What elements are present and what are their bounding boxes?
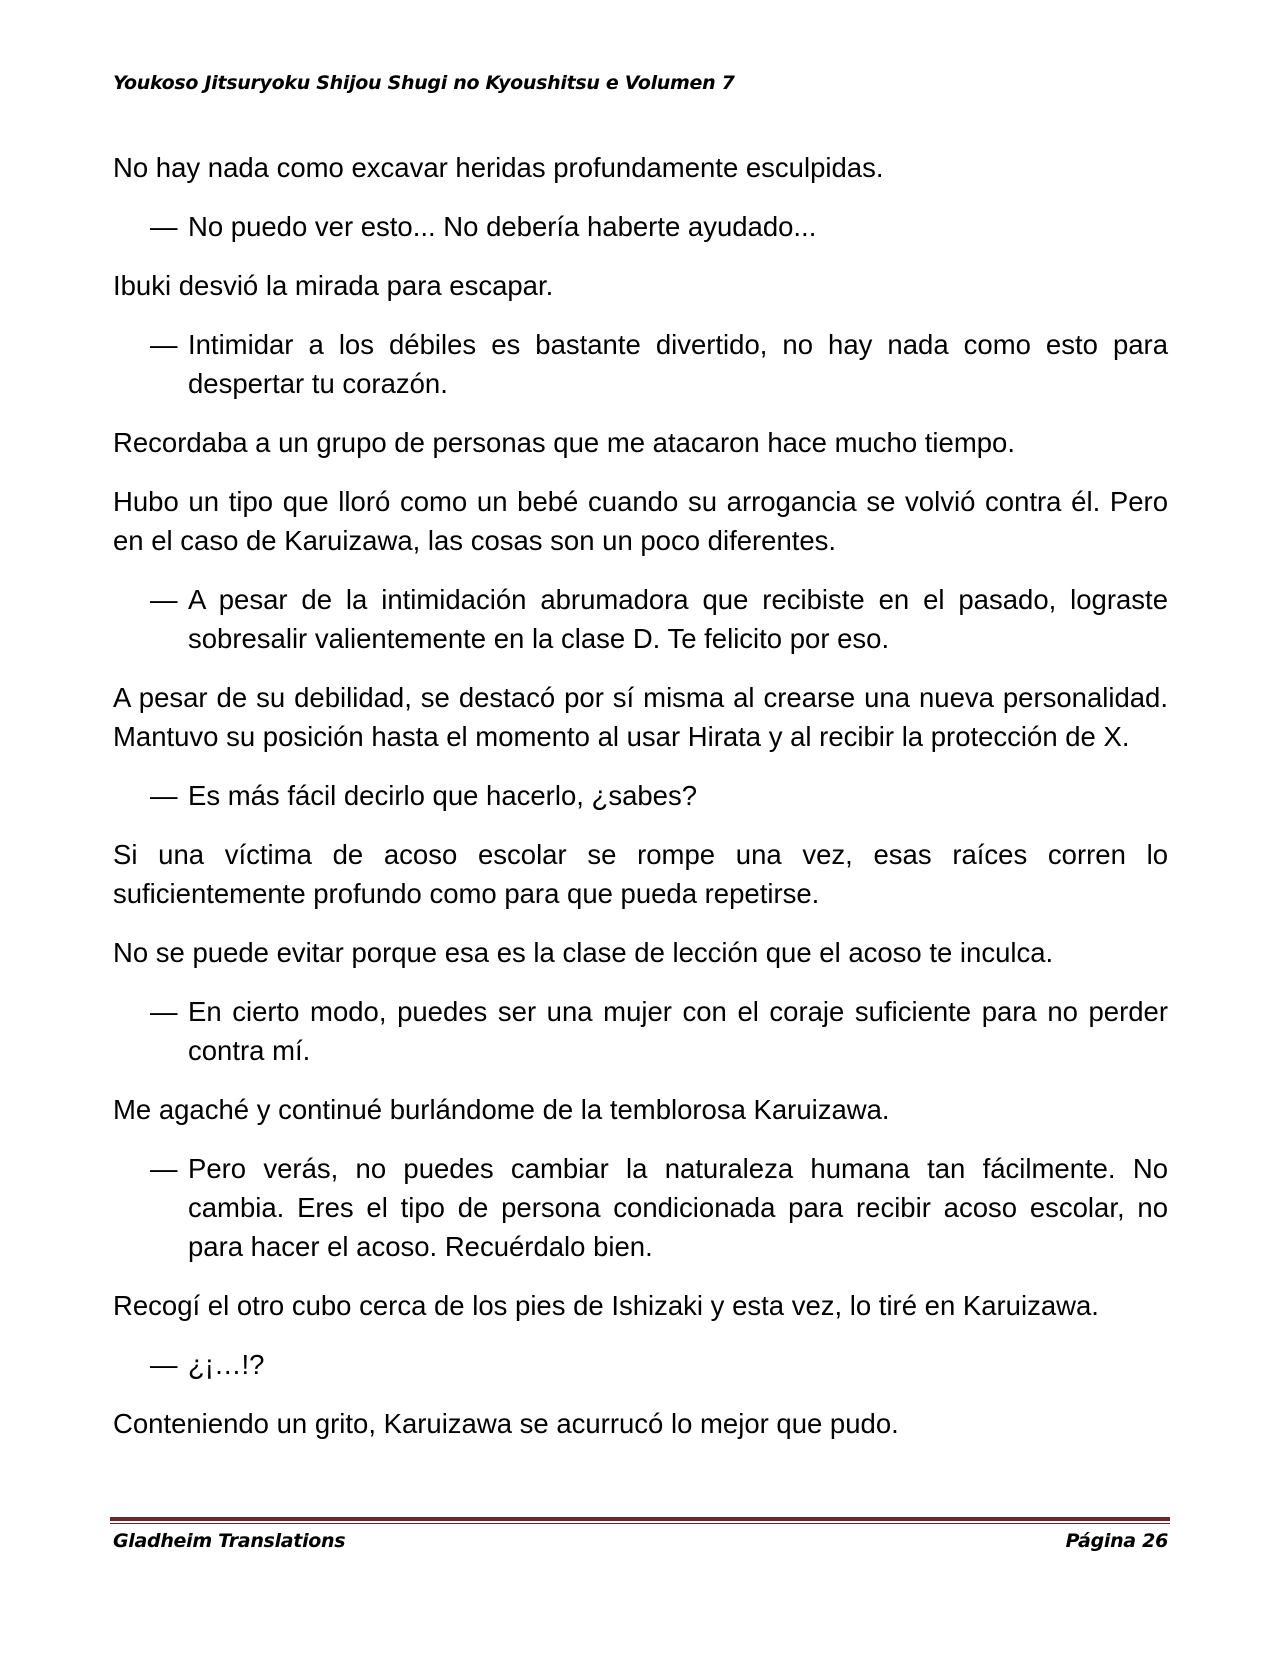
dialogue-line <box>113 1149 1168 1266</box>
dialogue-dash: — <box>150 780 178 811</box>
narration-paragraph: Me agaché y continué burlándome de la temblorosa Karuizawa. <box>113 1094 890 1125</box>
dialogue-text: Es más fácil decirlo que hacerlo, ¿sabes? <box>188 780 697 811</box>
footer-translator: Gladheim Translations <box>113 1530 346 1552</box>
dialogue-line <box>113 1345 1168 1384</box>
dialogue-line <box>113 580 1168 658</box>
page-header-title: Youkoso Jitsuryoku Shijou Shugi no Kyoushitsu e Volumen 7 <box>113 72 735 94</box>
dialogue-dash: — <box>150 1349 178 1380</box>
dialogue-dash: — <box>150 584 178 615</box>
narration-paragraph: Recordaba a un grupo de personas que me atacaron hace mucho tiempo. <box>113 427 1015 458</box>
dialogue-line <box>113 992 1168 1070</box>
dialogue-text: A pesar de la intimidación abrumadora que recibiste en el pasado, lograste sobresalir valientemente en la clase D. Te felicito por eso. <box>188 584 1168 654</box>
dialogue-line <box>113 207 1168 246</box>
narration-paragraph: A pesar de su debilidad, se destacó por sí misma al crearse una nueva personalidad. Mantuvo su posición hasta el momento al usar Hirata y al recibir la protección de X. <box>113 682 1168 752</box>
dialogue-text: No puedo ver esto... No debería haberte ayudado... <box>188 211 817 242</box>
narration-paragraph: Si una víctima de acoso escolar se rompe una vez, esas raíces corren lo suficientemente profundo como para que pueda repetirse. <box>113 839 1168 909</box>
narration-paragraph: Hubo un tipo que lloró como un bebé cuando su arrogancia se volvió contra él. Pero en el caso de Karuizawa, las cosas son un poco diferentes. <box>113 486 1168 556</box>
footer-divider-thin <box>110 1523 1170 1524</box>
dialogue-line <box>113 776 1168 815</box>
dialogue-dash: — <box>150 996 178 1027</box>
dialogue-text: ¿¡…!? <box>188 1349 265 1380</box>
footer-divider-thick <box>110 1517 1170 1521</box>
narration-paragraph: No hay nada como excavar heridas profundamente esculpidas. <box>113 152 884 183</box>
dialogue-text: Intimidar a los débiles es bastante divertido, no hay nada como esto para despertar tu corazón. <box>188 329 1168 399</box>
narration-paragraph: Recogí el otro cubo cerca de los pies de Ishizaki y esta vez, lo tiré en Karuizawa. <box>113 1290 1099 1321</box>
footer-divider <box>110 1517 1170 1525</box>
narration-paragraph: Ibuki desvió la mirada para escapar. <box>113 270 554 301</box>
narration-paragraph: No se puede evitar porque esa es la clase de lección que el acoso te inculca. <box>113 937 1054 968</box>
narration-paragraph: Conteniendo un grito, Karuizawa se acurrucó lo mejor que pudo. <box>113 1408 899 1439</box>
dialogue-dash: — <box>150 329 178 360</box>
page-body <box>113 148 1168 1463</box>
dialogue-dash: — <box>150 1153 178 1184</box>
dialogue-text: Pero verás, no puedes cambiar la naturaleza humana tan fácilmente. No cambia. Eres el tipo de persona condicionada para recibir acoso escolar, no para hacer el acoso. Recuérdalo bien. <box>188 1153 1168 1262</box>
dialogue-line <box>113 325 1168 403</box>
dialogue-dash: — <box>150 211 178 242</box>
dialogue-text: En cierto modo, puedes ser una mujer con el coraje suficiente para no perder contra mí. <box>188 996 1168 1066</box>
footer-page-number: Página 26 <box>1065 1530 1168 1552</box>
